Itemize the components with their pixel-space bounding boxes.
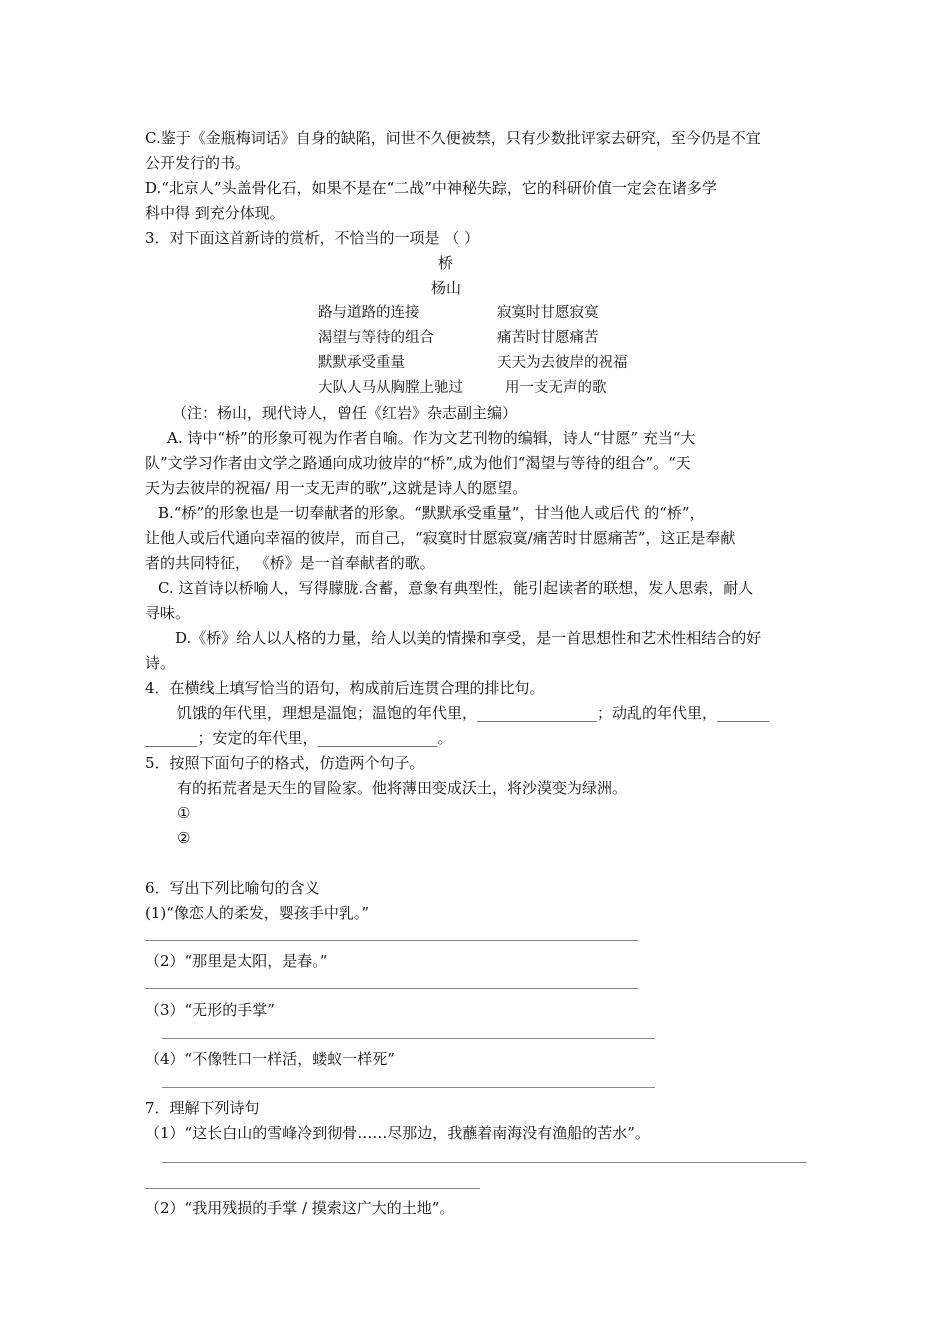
q5-answer-mark-2: ② — [177, 829, 191, 847]
q3-option-d-line1: D.《桥》给人以人格的力量，给人以美的情操和享受，是一首思想性和艺术性相结合的好 — [175, 629, 762, 647]
q3-option-b-line3: 者的共同特征， 《桥》是一首奉献者的歌。 — [145, 554, 435, 572]
q6-item: （3）“无形的手掌” — [145, 1001, 275, 1019]
poem-line-right: 天天为去彼岸的祝福 — [497, 355, 628, 371]
q3-option-d-line2: 诗。 — [145, 654, 176, 672]
poem-line-left: 路与道路的连接 — [318, 305, 420, 321]
answer-line[interactable] — [162, 1162, 807, 1163]
q6-stem: 6．写出下列比喻句的含义 — [145, 879, 320, 897]
poem-line-left: 大队人马从胸膛上驰过 — [318, 380, 463, 396]
q2-option-c-line1: C.鉴于《金瓶梅词话》自身的缺陷，问世不久便被禁，只有少数批评家去研究，至今仍是不宜 — [145, 129, 761, 147]
poem-author: 杨山 — [431, 279, 462, 297]
q4-fill-line2: _______；安定的年代里，________________。 — [145, 729, 453, 747]
poem-line-left: 渴望与等待的组合 — [318, 330, 434, 346]
answer-line[interactable] — [145, 988, 638, 989]
q5-answer-mark-1: ① — [177, 804, 191, 822]
q3-option-a-line3: 天为去彼岸的祝福/ 用一支无声的歌”,这就是诗人的愿望。 — [145, 479, 528, 497]
answer-line[interactable] — [162, 1087, 655, 1088]
q6-item: （2）“那里是太阳，是春。” — [145, 952, 328, 970]
poem-title: 桥 — [438, 254, 454, 272]
answer-line[interactable] — [145, 940, 638, 941]
q7-item: （1）“这长白山的雪峰冷到彻骨……尽那边，我蘸着南海没有渔船的苦水”。 — [145, 1124, 650, 1142]
q5-stem: 5．按照下面句子的格式，仿造两个句子。 — [145, 754, 425, 772]
q4-fill-line1: 饥饿的年代里，理想是温饱；温饱的年代里，________________；动乱的年代里，_______ — [177, 704, 770, 722]
poem-line-right: 寂寞时甘愿寂寞 — [497, 305, 599, 321]
q3-option-c-line1: C. 这首诗以桥喻人，写得朦胧.含蓄，意象有典型性，能引起读者的联想，发人思索，耐人 — [158, 579, 754, 597]
q2-option-c-line2: 公开发行的书。 — [145, 154, 251, 172]
q4-stem: 4．在横线上填写恰当的语句，构成前后连贯合理的排比句。 — [145, 679, 545, 697]
q6-item: （4）“不像牲口一样活，蝼蚁一样死” — [145, 1050, 395, 1068]
q2-option-d-line2: 科中得 到充分体现。 — [145, 204, 285, 222]
q6-item: (1)“像恋人的柔发，婴孩手中乳。” — [145, 904, 370, 922]
answer-line[interactable] — [145, 1188, 480, 1189]
answer-line[interactable] — [162, 1038, 655, 1039]
q3-stem: 3．对下面这首新诗的赏析，不恰当的一项是 （ ） — [145, 229, 480, 247]
q3-option-a-line2: 队”文学习作者由文学之路通向成功彼岸的“桥”,成为他们“渴望与等待的组合”。“天 — [145, 454, 691, 472]
poem-line-right: 用一支无声的歌 — [505, 380, 607, 396]
q3-option-b-line1: B.“桥”的形象也是一切奉献者的形象。“默默承受重量”，甘当他人或后代 的“桥”， — [158, 504, 705, 522]
q5-example: 有的拓荒者是天生的冒险家。他将薄田变成沃土，将沙漠变为绿洲。 — [177, 779, 628, 797]
q7-stem: 7．理解下列诗句 — [145, 1099, 260, 1117]
poem-note: （注：杨山，现代诗人，曾任《红岩》杂志副主编） — [172, 404, 518, 422]
poem-line-left: 默默承受重量 — [318, 355, 405, 371]
q3-option-a-line1: A. 诗中“桥”的形象可视为作者自喻。作为文艺刊物的编辑，诗人“甘愿” 充当“大 — [167, 429, 696, 447]
poem-line-right: 痛苦时甘愿痛苦 — [497, 330, 599, 346]
q3-option-c-line2: 寻味。 — [145, 604, 191, 622]
q3-option-b-line2: 让他人或后代通向幸福的彼岸，而自己，“寂寞时甘愿寂寞/痛苦时甘愿痛苦”，这正是奉献 — [145, 529, 736, 547]
q7-item: （2）“我用残损的手掌 / 摸索这广大的土地”。 — [145, 1199, 455, 1217]
q2-option-d-line1: D.“北京人”头盖骨化石，如果不是在“二战”中神秘失踪，它的科研价值一定会在诸多学 — [145, 179, 717, 197]
